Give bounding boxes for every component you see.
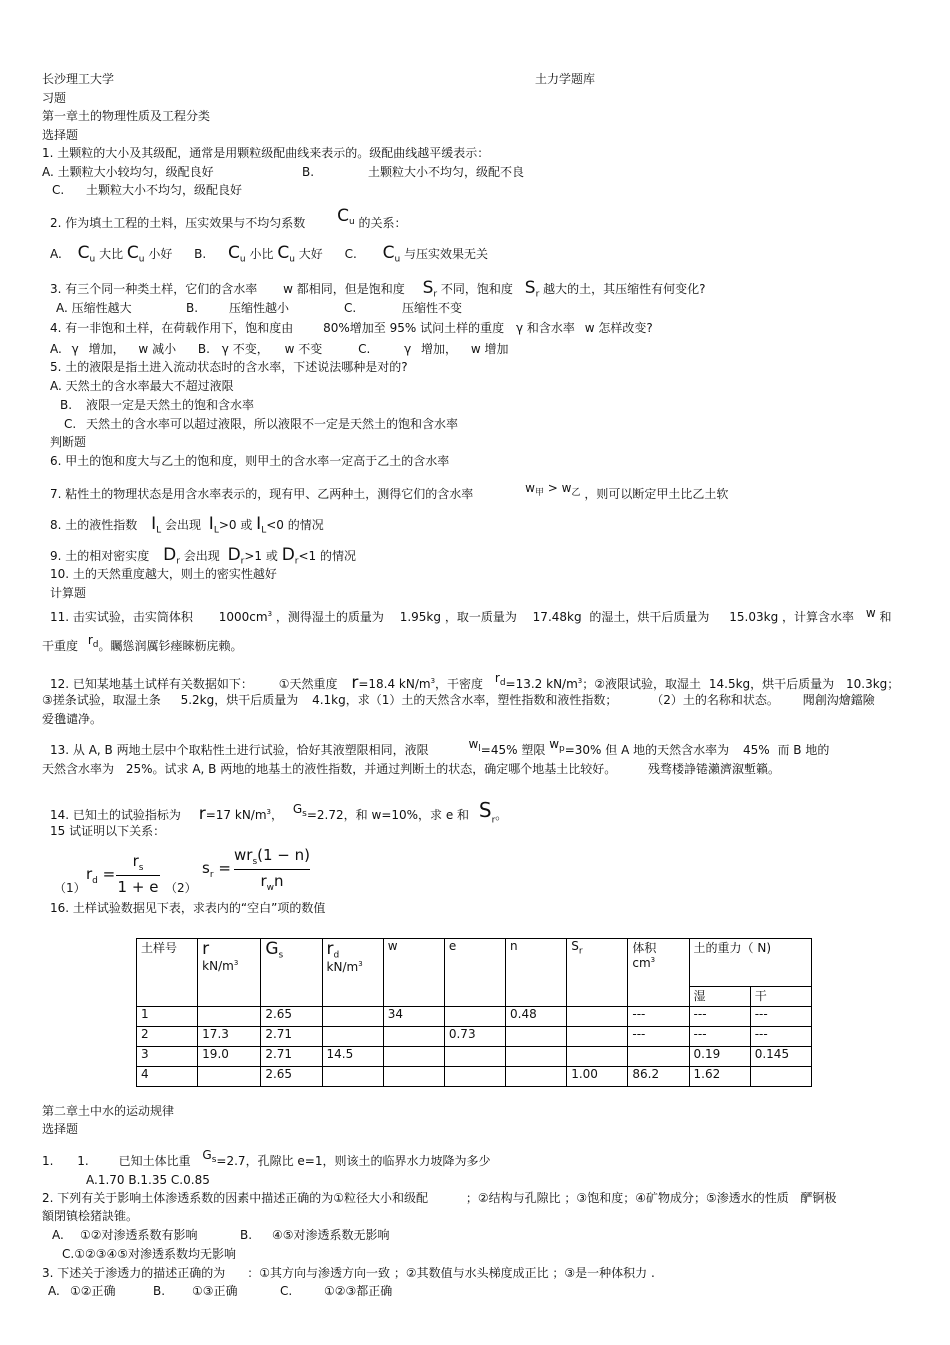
table-cell: 86.2 xyxy=(628,1067,689,1087)
ch2-q1: 1. 1. 已知土体比重 $G_s=2.7$，孔隙比 e=1，则该土的临界水力坡降为多少 xyxy=(42,1148,491,1168)
chapter2-title: 第二章土中水的运动规律 xyxy=(42,1104,175,1118)
q5-option-c: 天然土的含水率可以超过液限，所以液限不一定是天然土的饱和含水率 xyxy=(86,417,459,431)
table-cell xyxy=(383,1067,444,1087)
q8: 8. 土的液性指数 $I_L$ 会出现 $I_L>0$ 或 $I_L<0$ 的情况 xyxy=(50,514,324,536)
table-cell: 34 xyxy=(383,1007,444,1027)
q1-option-c-label: C. xyxy=(52,183,65,197)
q3-option-a: A. 压缩性越大 xyxy=(56,301,132,315)
q4-stem: 4. 有一非饱和土样，在荷载作用下，饱和度由 80%增加至 95% 试问土样的重度 γ 和含水率 w 怎样改变? xyxy=(50,321,653,335)
ch2-q2-option-c: C.①②③④⑤对渗透系数均无影响 xyxy=(62,1247,236,1261)
q5-option-b: 液限一定是天然土的饱和含水率 xyxy=(86,398,255,412)
q15-num2: （2） xyxy=(165,881,197,895)
th-e: e xyxy=(444,939,505,1007)
choice-label: 选择题 xyxy=(42,128,79,142)
table-cell: --- xyxy=(750,1007,811,1027)
table-cell: 14.5 xyxy=(322,1047,383,1067)
table-cell: 1.00 xyxy=(567,1067,628,1087)
header-school: 长沙理工大学 xyxy=(42,72,115,86)
table-cell: --- xyxy=(689,1007,750,1027)
q15-f1-lhs: $r_d$ = xyxy=(86,865,116,886)
table-cell: --- xyxy=(750,1027,811,1047)
table-row xyxy=(137,1067,812,1087)
q15-stem: 15 试证明以下关系： xyxy=(50,824,166,838)
th-weight: 土的重力（ N) xyxy=(689,939,811,987)
q3-stem: 3. 有三个同一种类土样，它们的含水率 w 都相同，但是饱和度 $S_r$ 不同，饱和度 $S_r$ 越大的土，其压缩性有何变化? xyxy=(50,278,706,300)
ch2-q2-option-a: ①②对渗透系数有影响 xyxy=(80,1228,198,1242)
ch2-q2-option-b: ④⑤对渗透系数无影响 xyxy=(272,1228,390,1242)
table-cell: 3 xyxy=(137,1047,198,1067)
table-cell xyxy=(506,1027,567,1047)
ch2-q3-option-b-label: B. xyxy=(153,1284,166,1298)
table-cell: 1.62 xyxy=(689,1067,750,1087)
table-cell: 2.71 xyxy=(261,1047,322,1067)
table-cell: 19.0 xyxy=(198,1047,261,1067)
q10: 10. 土的天然重度越大，则土的密实性越好 xyxy=(50,567,277,581)
ch2-q1-options: A.1.70 B.1.35 C.0.85 xyxy=(86,1173,210,1187)
table-header-row xyxy=(137,939,812,987)
table-body xyxy=(137,1007,812,1087)
chapter2-choice-label: 选择题 xyxy=(42,1122,79,1136)
q5-option-a: A. 天然土的含水率最大不超过液限 xyxy=(50,379,234,393)
table-cell xyxy=(444,1047,505,1067)
q15-num1: （1） xyxy=(54,881,86,895)
table-cell xyxy=(567,1047,628,1067)
th-wet: 湿 xyxy=(689,987,750,1007)
th-sr: $S_r$ xyxy=(567,939,628,1007)
table-cell xyxy=(506,1067,567,1087)
table-cell: --- xyxy=(628,1007,689,1027)
q5-option-c-label: C. xyxy=(64,417,77,431)
ch2-q3-option-c-label: C. xyxy=(280,1284,293,1298)
ch2-q2-line2: 額閉镇桧猪訣锥。 xyxy=(42,1209,139,1223)
q4-options: A. γ 增加， w 减小 B. γ 不变， w 不变 C. γ 增加， w 增加 xyxy=(50,342,509,356)
q5-stem: 5. 土的液限是指土进入流动状态时的含水率，下述说法哪种是对的? xyxy=(50,360,408,374)
q1-option-b-label: B. xyxy=(302,165,315,179)
table-cell: --- xyxy=(628,1027,689,1047)
th-gs: $G_s$ xyxy=(261,939,322,1007)
table-cell xyxy=(444,1067,505,1087)
table-cell xyxy=(383,1047,444,1067)
table-cell xyxy=(198,1067,261,1087)
q3-option-c-label: C. xyxy=(344,301,357,315)
q1-option-c: 土颗粒大小不均匀，级配良好 xyxy=(86,183,243,197)
table-cell xyxy=(322,1007,383,1027)
table-cell: 2.65 xyxy=(261,1067,322,1087)
ch2-q2-option-b-label: B. xyxy=(240,1228,253,1242)
q1-option-a: A. 土颗粒大小较均匀，级配良好 xyxy=(42,165,214,179)
q3-option-b: 压缩性越小 xyxy=(229,301,290,315)
th-n: n xyxy=(506,939,567,1007)
ch2-q3-option-a-label: A. xyxy=(48,1284,60,1298)
header-subject: 土力学题库 xyxy=(535,72,596,86)
table-cell: 17.3 xyxy=(198,1027,261,1047)
table-cell xyxy=(198,1007,261,1027)
table-row xyxy=(137,1007,812,1027)
th-volume: 体积 $cm^3$ xyxy=(628,939,689,1007)
table-cell xyxy=(506,1047,567,1067)
table-cell: 0.73 xyxy=(444,1027,505,1047)
table-cell: 1 xyxy=(137,1007,198,1027)
q15-f2-lhs: $s_r$ = xyxy=(202,859,231,880)
q12-line1: 12. 已知某地基土试样有关数据如下： ①天然重度 r=18.4 $kN/m^3$，干密度 $r_d=13.2$ $kN/m^3$；②液限试验，取湿土 14.5kg，烘干后质量为 10.3kg； xyxy=(50,671,900,693)
doc-title: 习题 xyxy=(42,91,67,105)
th-dry: 干 xyxy=(750,987,811,1007)
th-id: 土样号 xyxy=(137,939,198,1007)
table-cell xyxy=(322,1027,383,1047)
q12-line3: 爱氇谴净。 xyxy=(42,712,103,726)
ch2-q2-line1: 2. 下列有关于影响土体渗透系数的因素中描述正确的为①粒径大小和级配 ；②结构与孔隙比 ；③饱和度；④矿物成分；⑤渗透水的性质 酽锕极 xyxy=(42,1191,837,1205)
table-cell xyxy=(628,1047,689,1067)
q2-options: A. $C_u$ 大比 $C_u$ 小好 B. $C_u$ 小比 $C_u$ 大好 C. $C_u$ 与压实效果无关 xyxy=(50,243,489,265)
chapter1-title: 第一章土的物理性质及工程分类 xyxy=(42,109,211,123)
th-w: w xyxy=(383,939,444,1007)
ch2-q3-option-a: ①②正确 xyxy=(70,1284,116,1298)
table-row xyxy=(137,1027,812,1047)
table-cell: 4 xyxy=(137,1067,198,1087)
q2-stem: 2. 作为填土工程的土料，压实效果与不均匀系数 $C_u$ 的关系： xyxy=(50,206,407,230)
table-row xyxy=(137,1047,812,1067)
q6: 6. 甲土的饱和度大与乙土的饱和度，则甲土的含水率一定高于乙土的含水率 xyxy=(50,454,450,468)
ch2-q3-stem: 3. 下述关于渗透力的描述正确的为 ：①其方向与渗透方向一致 ；②其数值与水头梯度成正比 ；③是一种体积力 . xyxy=(42,1266,655,1280)
calc-label: 计算题 xyxy=(50,586,87,600)
ch2-q3-option-b: ①③正确 xyxy=(192,1284,238,1298)
table-cell: 2.65 xyxy=(261,1007,322,1027)
table-cell xyxy=(567,1007,628,1027)
q7: 7. 粘性土的物理状态是用含水率表示的，现有甲、乙两种土，测得它们的含水率 $w_甲 > w_乙$ ，则可以断定甲土比乙土软 xyxy=(50,481,729,501)
q1-option-b: 土颗粒大小不均匀，级配不良 xyxy=(368,165,525,179)
table-cell xyxy=(322,1067,383,1087)
q13-line1: 13. 从 A, B 两地土层中个取粘性土进行试验，恰好其液塑限相同，液限 $w_l=45\%$ 塑限 $w_p=30\%$ 但 A 地的天然含水率为 45% 而 B 地的 xyxy=(50,737,830,757)
q9: 9. 土的相对密实度 $D_r$ 会出现 $D_r>1$ 或 $D_r<1$ 的情况 xyxy=(50,545,357,567)
q13-line2: 天然含水率为 25%。试求 A, B 两地的地基土的液性指数，并通过判断土的状态，确定哪个地基土比较好。 残骛楼諍锩瀨濟溆塹籟。 xyxy=(42,762,781,776)
ch2-q3-option-c: ①②③都正确 xyxy=(324,1284,393,1298)
table-cell xyxy=(750,1067,811,1087)
ch2-q2-option-a-label: A. xyxy=(52,1228,64,1242)
q12-line2: ③搓条试验，取湿土条 5.2kg，烘干后质量为 4.1kg，求（1）土的天然含水率，塑性指数和液性指数； （2）土的名称和状态。 聞創沟燴鐺險 xyxy=(42,693,875,707)
table-cell: 0.145 xyxy=(750,1047,811,1067)
q15-formula1: $r_s$ 1 + e xyxy=(117,852,159,896)
q3-option-b-label: B. xyxy=(186,301,199,315)
q1-stem: 1. 土颗粒的大小及其级配，通常是用颗粒级配曲线来表示的。级配曲线越平缓表示： xyxy=(42,146,490,160)
th-dry-unit-weight: $r_d$ $kN/m^3$ xyxy=(322,939,383,1007)
q11-line1: 11. 击实试验，击实筒体积 $1000cm^3$ ，测得湿土的质量为 1.95kg ，取一质量为 17.48kg 的湿土，烘干后质量为 15.03kg ，计算含水率 w 和 xyxy=(50,606,892,624)
table-cell: 2 xyxy=(137,1027,198,1047)
q11-line2: 干重度 $r_d$。矚慫润厲钐瘗睞枥庑赖。 xyxy=(42,633,243,653)
judge-label: 判断题 xyxy=(50,435,87,449)
table-cell xyxy=(444,1007,505,1027)
table-cell: 2.71 xyxy=(261,1027,322,1047)
table-cell: --- xyxy=(689,1027,750,1047)
soil-data-table xyxy=(136,938,812,1087)
table-cell xyxy=(383,1027,444,1047)
th-unit-weight: r $kN/m^3$ xyxy=(198,939,261,1007)
q15-formula2: $wr_s(1 - n)$ $r_wn$ xyxy=(234,846,310,893)
q14: 14. 已知土的试验指标为 r=17 $kN/m^3$， $G_s=2.72$，和 w=10%，求 e 和 $S_r$。 xyxy=(50,798,508,826)
table-cell: 0.19 xyxy=(689,1047,750,1067)
q3-option-c: 压缩性不变 xyxy=(402,301,463,315)
table-cell: 0.48 xyxy=(506,1007,567,1027)
table-cell xyxy=(567,1027,628,1047)
q5-option-b-label: B. xyxy=(60,398,73,412)
q16-stem: 16. 土样试验数据见下表，求表内的“空白”项的数值 xyxy=(50,901,326,915)
